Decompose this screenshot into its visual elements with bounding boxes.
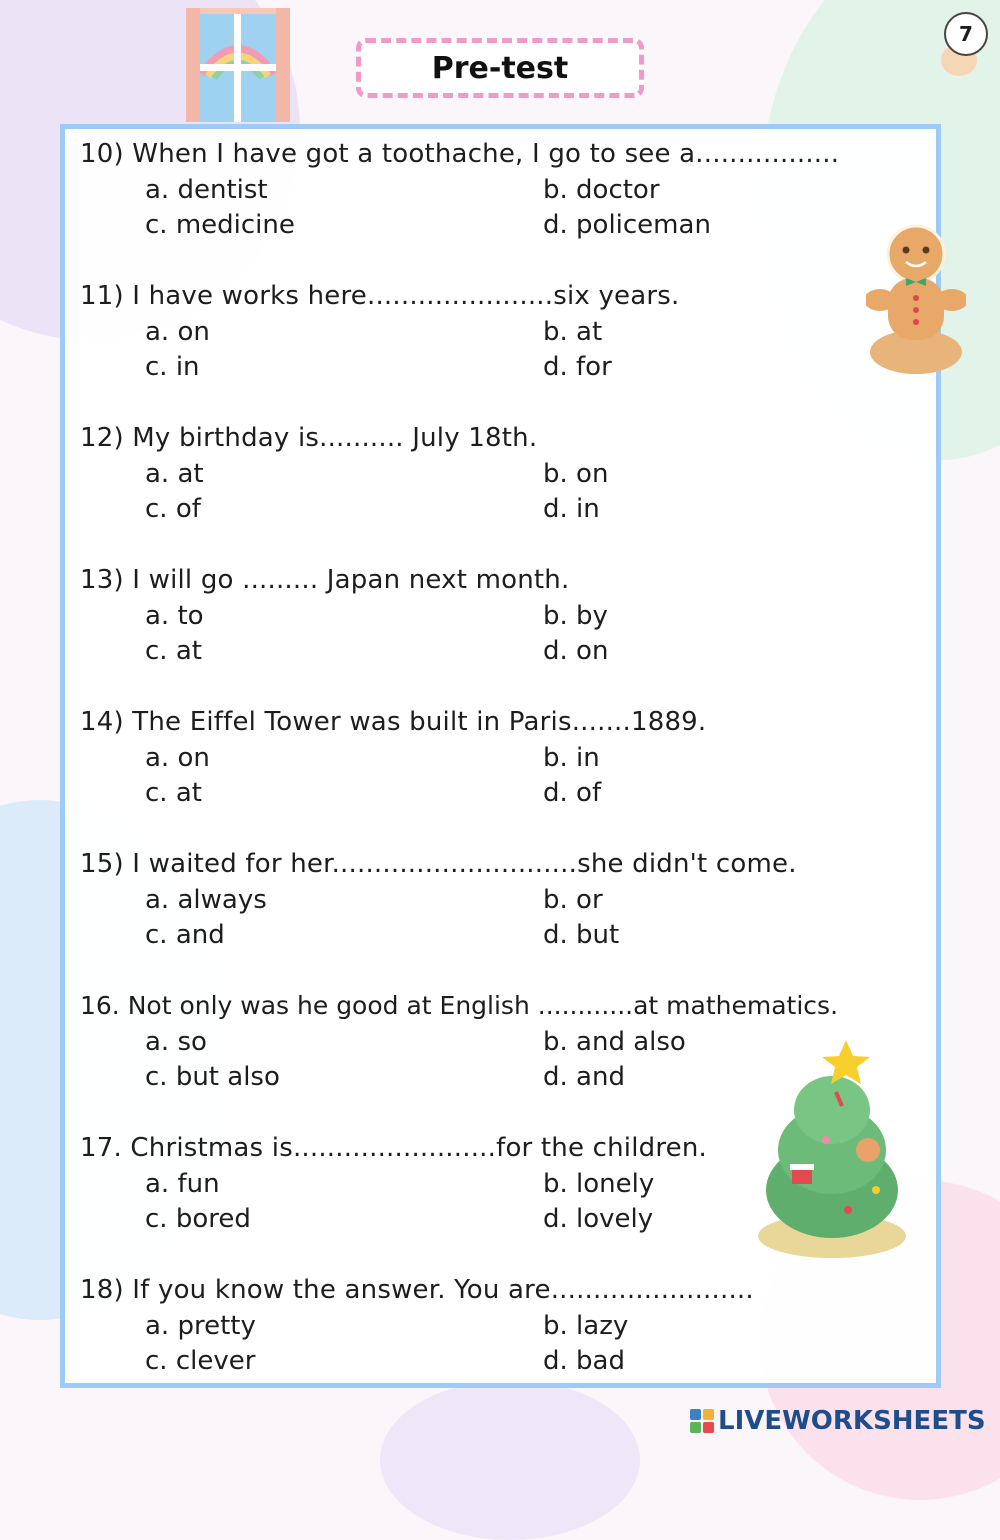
question-10 bbox=[65, 129, 936, 239]
option-b[interactable]: b. in bbox=[543, 743, 600, 773]
option-c[interactable]: c. but also bbox=[145, 1062, 280, 1092]
question-text: 13) I will go ......... Japan next month. bbox=[80, 565, 570, 595]
page-title: Pre-test bbox=[356, 38, 644, 98]
question-13 bbox=[65, 555, 936, 665]
option-b[interactable]: b. on bbox=[543, 459, 609, 489]
option-c[interactable]: c. of bbox=[145, 494, 201, 524]
option-b[interactable]: b. by bbox=[543, 601, 608, 631]
option-d[interactable]: d. of bbox=[543, 778, 602, 808]
option-a[interactable]: a. on bbox=[145, 317, 210, 347]
bg-blob-lilac bbox=[380, 1380, 640, 1540]
option-c[interactable]: c. bored bbox=[145, 1204, 251, 1234]
question-14 bbox=[65, 697, 936, 807]
page-number: 7 bbox=[944, 12, 988, 56]
option-a[interactable]: a. so bbox=[145, 1027, 207, 1057]
question-text: 15) I waited for her.............................she didn't come. bbox=[80, 849, 797, 879]
question-11 bbox=[65, 271, 936, 381]
option-c[interactable]: c. clever bbox=[145, 1346, 256, 1376]
option-b[interactable]: b. doctor bbox=[543, 175, 660, 205]
option-b[interactable]: b. lonely bbox=[543, 1169, 655, 1199]
option-a[interactable]: a. to bbox=[145, 601, 204, 631]
option-a[interactable]: a. pretty bbox=[145, 1311, 256, 1341]
option-a[interactable]: a. always bbox=[145, 885, 267, 915]
question-text: 14) The Eiffel Tower was built in Paris.......1889. bbox=[80, 707, 707, 737]
option-c[interactable]: c. and bbox=[145, 920, 225, 950]
option-a[interactable]: a. at bbox=[145, 459, 204, 489]
option-d[interactable]: d. in bbox=[543, 494, 600, 524]
option-a[interactable]: a. on bbox=[145, 743, 210, 773]
option-c[interactable]: c. at bbox=[145, 636, 202, 666]
question-15 bbox=[65, 839, 936, 949]
question-12 bbox=[65, 413, 936, 523]
gingerbread-man-icon bbox=[866, 222, 966, 378]
question-text: 17. Christmas is........................for the children. bbox=[80, 1133, 708, 1163]
option-b[interactable]: b. lazy bbox=[543, 1311, 629, 1341]
option-d[interactable]: d. and bbox=[543, 1062, 625, 1092]
liveworksheets-logo bbox=[690, 1404, 986, 1438]
option-a[interactable]: a. dentist bbox=[145, 175, 268, 205]
option-c[interactable]: c. in bbox=[145, 352, 200, 382]
question-text: 16. Not only was he good at English ............at mathematics. bbox=[80, 991, 839, 1020]
question-text: 18) If you know the answer. You are........................ bbox=[80, 1275, 754, 1305]
option-b[interactable]: b. at bbox=[543, 317, 603, 347]
option-d[interactable]: d. for bbox=[543, 352, 612, 382]
option-c[interactable]: c. medicine bbox=[145, 210, 295, 240]
option-b[interactable]: b. or bbox=[543, 885, 603, 915]
option-d[interactable]: d. but bbox=[543, 920, 620, 950]
window-rainbow-icon bbox=[180, 4, 296, 122]
christmas-tree-icon bbox=[756, 1040, 908, 1260]
question-text: 11) I have works here......................six years. bbox=[80, 281, 680, 311]
liveworksheets-logo-icon bbox=[690, 1409, 714, 1433]
option-d[interactable]: d. lovely bbox=[543, 1204, 654, 1234]
option-d[interactable]: d. policeman bbox=[543, 210, 711, 240]
option-a[interactable]: a. fun bbox=[145, 1169, 220, 1199]
option-c[interactable]: c. at bbox=[145, 778, 202, 808]
brand-name: LIVEWORKSHEETS bbox=[718, 1406, 986, 1436]
question-text: 10) When I have got a toothache, I go to see a................. bbox=[80, 139, 840, 169]
question-18 bbox=[65, 1265, 936, 1375]
option-d[interactable]: d. bad bbox=[543, 1346, 625, 1376]
option-d[interactable]: d. on bbox=[543, 636, 609, 666]
option-b[interactable]: b. and also bbox=[543, 1027, 686, 1057]
question-text: 12) My birthday is.......... July 18th. bbox=[80, 423, 538, 453]
